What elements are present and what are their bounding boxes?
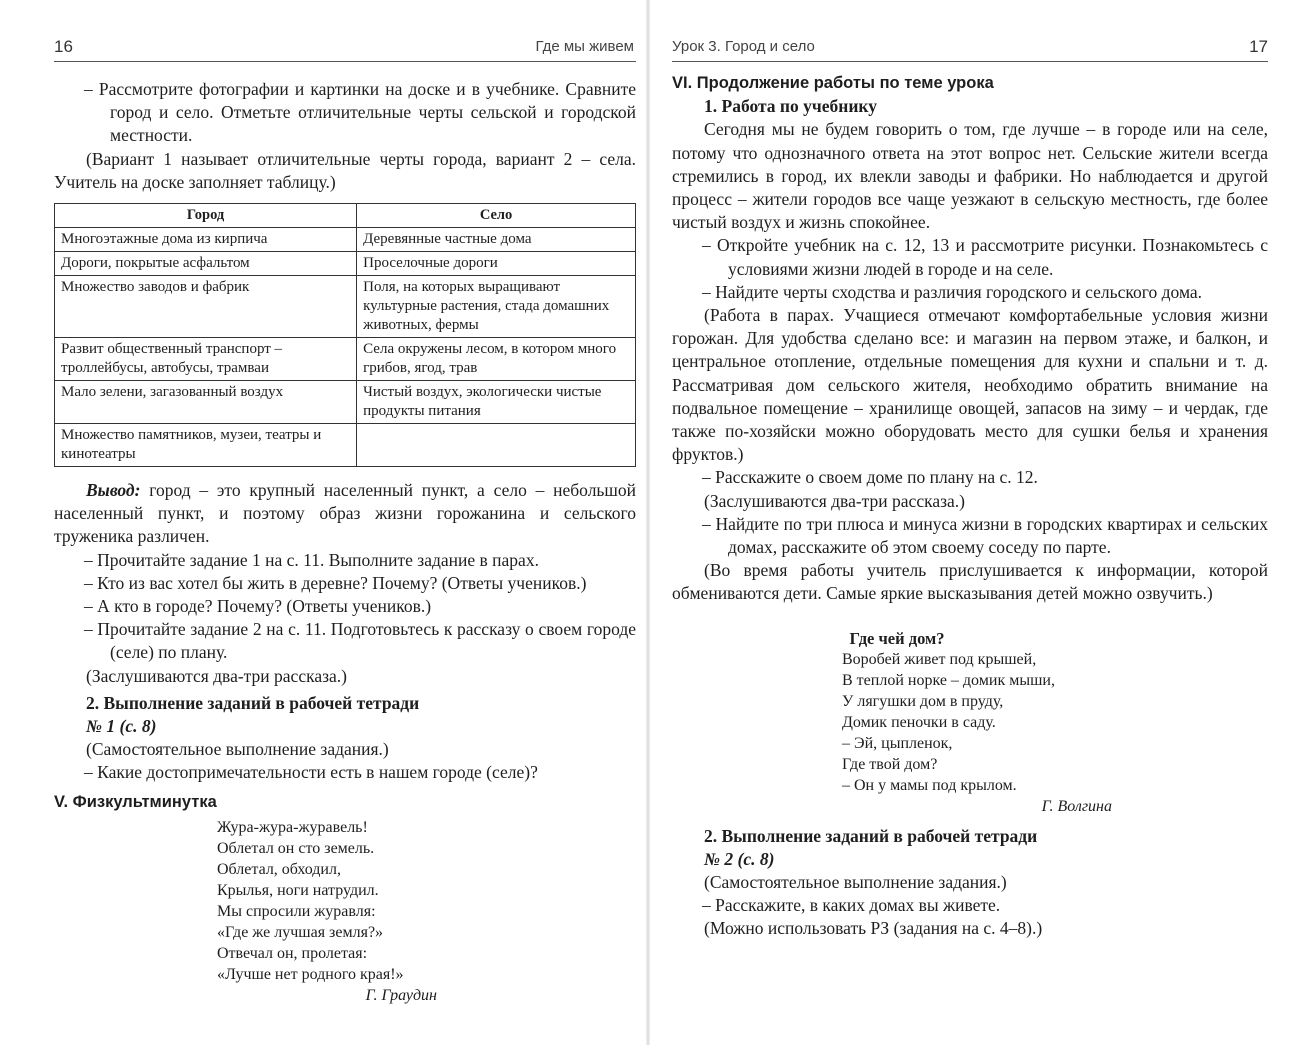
instruction-item: – А кто в городе? Почему? (Ответы учеников.) [84,596,432,617]
poem-line: В теплой норке – домик мыши, [842,671,1055,689]
table-header-row [55,204,636,228]
conclusion [54,479,636,549]
poem-title: Где чей дом? [849,628,945,648]
workbook-heading: 2. Выполнение заданий в рабочей тетради [704,825,1038,846]
workbook-task: № 1 (с. 8) [86,716,157,737]
workbook-heading: 2. Выполнение заданий в рабочей тетради [86,692,420,713]
cut-off-line: (Можно использовать РЗ (задания на с. 4–8).) [704,918,1043,939]
workbook-task: № 2 (с. 8) [704,848,775,869]
poem-line: – Он у мамы под крылом. [842,776,1017,794]
poem-line: Крылья, ноги натрудил. [217,881,379,899]
conclusion-text: город – это крупный населенный пункт, а село – небольшой населенный пункт, и поэтому образ жизни горожанина и сельского труженика различен. [54,480,636,547]
poem-line: Облетал он сто земель. [217,839,375,857]
table-row [55,424,636,467]
teacher-note: (Во время работы учитель прислушивается к информации, которой обмениваются дети. Самые яркие высказывания детей можно озвучить.) [672,560,1268,604]
workbook-instruction: – Расскажите, в каких домах вы живете. [702,895,1001,916]
table-cell-city: Дороги, покрытые асфальтом [55,252,357,276]
instruction-item: – Кто из вас хотел бы жить в деревне? Почему? (Ответы учеников.) [84,572,587,593]
table-cell-city: Множество заводов и фабрик [55,276,357,338]
instruction-item: – Прочитайте задание 2 на с. 11. Подготовьтесь к рассказу о своем городе (селе) по плану. [84,619,636,663]
poem-line: Домик пеночки в саду. [842,713,996,731]
right-page [648,0,1297,1045]
poem-line: Отвечал он, пролетая: [217,944,368,962]
conclusion-label: Вывод: [86,480,141,501]
right-page-body [672,72,1268,941]
lesson-paragraph: Сегодня мы не будем говорить о том, где лучше – в городе или на селе, потому что однозначного ответа на этот вопрос нет. Сельские жители всегда стремились в город, их влекли заводы и фабрики. Но наблюдается и другой процесс – жители городов все чаще уезжают в сельскую местность, где более чистый воздух и жизнь спокойнее. [672,119,1268,233]
intro-instruction: – Рассмотрите фотографии и картинки на доске и в учебнике. Сравните город и село. Отметьте отличительные черты сельской и городской местности. [84,79,636,146]
table-row [55,338,636,381]
right-running-title: Урок 3. Город и село [672,38,815,55]
table-cell-village [357,424,636,467]
section-heading-v: V. Физкультминутка [54,792,217,811]
instruction-item: – Найдите черты сходства и различия городского и сельского дома. [702,281,1203,302]
poem-author: Г. Граудин [365,986,437,1004]
table-cell-city: Многоэтажные дома из кирпича [55,228,357,252]
exercise-poem [217,817,437,1006]
section-heading-vi: VI. Продолжение работы по теме урока [672,74,994,92]
table-cell-village: Проселочные дороги [357,252,636,276]
poem-line: Жура-жура-журавель! [217,818,368,836]
table-cell-village: Деревянные частные дома [357,228,636,252]
table-cell-city: Мало зелени, загазованный воздух [55,381,357,424]
poem-line: – Эй, цыпленок, [842,734,953,752]
poem-line: Мы спросили журавля: [217,902,376,920]
instruction-item: – Расскажите о своем доме по плану на с. 12. [702,467,1038,488]
instruction-item: – Прочитайте задание 1 на с. 11. Выполните задание в парах. [84,549,539,570]
poem-line: «Где же лучшая земля?» [217,923,384,941]
poem-line: Облетал, обходил, [217,860,341,878]
instruction-item: – Найдите по три плюса и минуса жизни в городских квартирах и сельских домах, расскажите об этом своему соседу по парте. [702,513,1268,558]
poem-line: Воробей живет под крышей, [842,650,1037,668]
poem-line: У лягушки дом в пруду, [842,692,1004,710]
workbook-note: (Самостоятельное выполнение задания.) [86,739,389,760]
table-cell-village: Поля, на которых выращивают культурные растения, стада домашних животных, фермы [357,276,636,338]
left-running-title: Где мы живем [535,38,634,55]
table-header-village: Село [357,204,636,228]
left-page [0,0,648,1045]
listen-note: (Заслушиваются два-три рассказа.) [704,490,965,511]
table-cell-village: Села окружены лесом, в котором много грибов, ягод, трав [357,338,636,381]
poem-author: Г. Волгина [1041,797,1112,815]
workbook-instruction: – Какие достопримечательности есть в нашем городе (селе)? [84,762,538,783]
left-page-number: 16 [54,37,73,56]
table-row [55,276,636,338]
right-running-head [672,33,1268,62]
city-village-table [54,203,636,467]
instruction-item: – Откройте учебник на с. 12, 13 и рассмотрите рисунки. Познакомьтесь с условиями жизни людей в городе и на селе. [702,235,1268,279]
subsection-heading: 1. Работа по учебнику [704,96,878,117]
poem-line: Где твой дом? [842,755,938,773]
table-cell-city: Множество памятников, музеи, театры и кинотеатры [55,424,357,467]
table-row [55,228,636,252]
left-running-head [54,33,636,62]
right-page-number: 17 [1249,37,1268,56]
pair-work-note: (Работа в парах. Учащиеся отмечают комфортабельные условия жизни горожан. Для удобства сделано все: и магазин на первом этаже, и балкон, и центральное отопление, отдельные помещения для кухни и спальни и т. д. Рассматривая дом сельского жителя, необходимо обратить внимание на подвальное помещение – хранилище овощей, запасов на зиму – и чердак, где также по-хозяйски можно оборудовать место для сушки белья и хранения фруктов.) [672,305,1268,465]
poem-line: «Лучше нет родного края!» [217,965,404,983]
table-header-city: Город [55,204,357,228]
table-cell-city: Развит общественный транспорт – троллейбусы, автобусы, трамваи [55,338,357,381]
workbook-note: (Самостоятельное выполнение задания.) [704,872,1007,893]
left-page-body [54,78,636,1006]
table-cell-village: Чистый воздух, экологически чистые продукты питания [357,381,636,424]
listen-note: (Заслушиваются два-три рассказа.) [86,665,347,686]
table-row [55,381,636,424]
table-row [55,252,636,276]
house-poem [842,628,1112,817]
intro-note: (Вариант 1 называет отличительные черты города, вариант 2 – села. Учитель на доске заполняет таблицу.) [54,148,636,192]
